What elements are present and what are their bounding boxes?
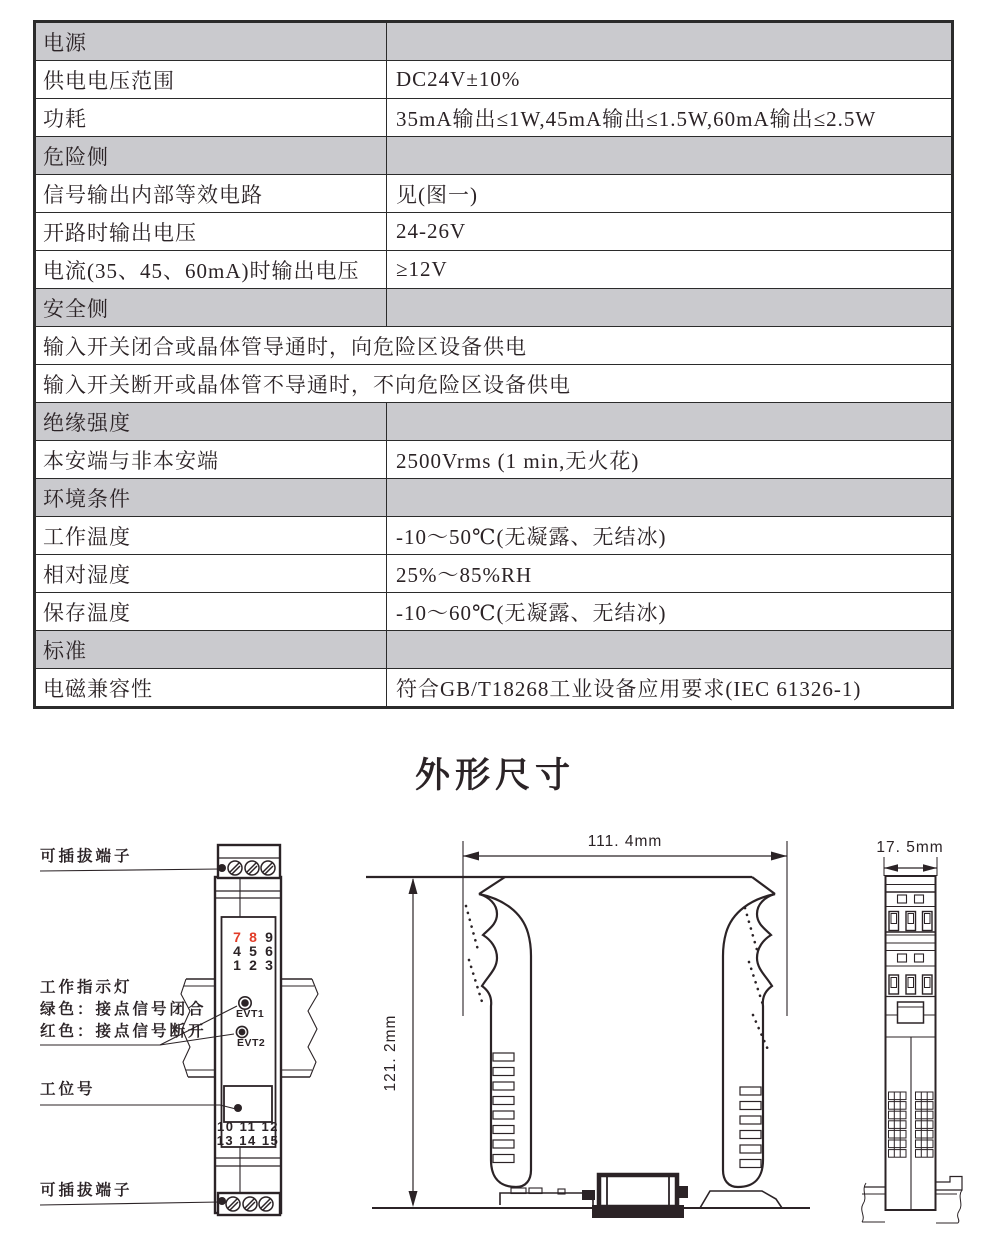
mounting-latch bbox=[500, 1188, 593, 1205]
table-row bbox=[35, 137, 953, 175]
left-terminal-profile bbox=[479, 894, 531, 1187]
table-row bbox=[35, 593, 953, 631]
terminal-number: 9 bbox=[265, 929, 273, 945]
front-view bbox=[40, 845, 318, 1215]
table-row bbox=[35, 479, 953, 517]
arrowhead-down-icon bbox=[409, 1191, 418, 1207]
din-rail-section-left bbox=[862, 1183, 885, 1222]
spec-value: 见(图一) bbox=[387, 175, 953, 213]
spec-value: 2500Vrms (1 min,无火花) bbox=[387, 441, 953, 479]
terminal-number: 6 bbox=[265, 943, 273, 959]
led-label: EVT2 bbox=[237, 1037, 266, 1049]
label-pluggable-terminal-bottom: 可插拔端子 bbox=[40, 1182, 133, 1199]
dimension-width bbox=[463, 833, 787, 1016]
dimension-width-label: 111. 4mm bbox=[587, 833, 663, 850]
spec-note: 输入开关断开或晶体管不导通时，不向危险区设备供电 bbox=[35, 365, 953, 403]
table-row bbox=[35, 441, 953, 479]
terminal-number: 7 bbox=[233, 929, 241, 945]
terminal-number: 2 bbox=[249, 957, 257, 973]
section-header: 环境条件 bbox=[35, 479, 387, 517]
terminal-number: 4 bbox=[233, 943, 241, 959]
terminal-numbers-top bbox=[233, 929, 273, 973]
leader-dot bbox=[234, 1104, 242, 1112]
label-pluggable-terminal-top: 可插拔端子 bbox=[40, 848, 133, 865]
spec-value: -10～50℃(无凝露、无结冰) bbox=[387, 517, 953, 555]
terminal-number-row: 10 11 12 bbox=[217, 1119, 279, 1134]
spec-label: 保存温度 bbox=[35, 593, 387, 631]
spec-value: 24-26V bbox=[387, 213, 953, 251]
table-row bbox=[35, 61, 953, 99]
spec-table bbox=[33, 20, 954, 709]
table-row bbox=[35, 517, 953, 555]
left-inner-wall bbox=[479, 894, 531, 1170]
spec-label: 工作温度 bbox=[35, 517, 387, 555]
table-row bbox=[35, 22, 953, 61]
table-row bbox=[35, 555, 953, 593]
terminal-number: 1 bbox=[233, 957, 241, 973]
dimension-height bbox=[382, 878, 418, 1207]
terminal-number: 5 bbox=[249, 943, 257, 959]
table-row bbox=[35, 213, 953, 251]
table-row bbox=[35, 669, 953, 708]
right-inner-wall bbox=[723, 894, 775, 1170]
table-row bbox=[35, 327, 953, 365]
spec-value: DC24V±10% bbox=[387, 61, 953, 99]
table-row bbox=[35, 403, 953, 441]
label-indicator-title: 工作指示灯 bbox=[40, 979, 133, 996]
terminal-block-bottom bbox=[218, 1193, 280, 1215]
leader-dot bbox=[218, 864, 226, 872]
spec-label: 电磁兼容性 bbox=[35, 669, 387, 708]
din-clip bbox=[582, 1175, 688, 1218]
dimension-depth bbox=[876, 839, 943, 876]
table-row bbox=[35, 175, 953, 213]
spec-value: 35mA输出≤1W,45mA输出≤1.5W,60mA输出≤2.5W bbox=[387, 99, 953, 137]
leader-dot bbox=[218, 1197, 226, 1205]
section-title: 外形尺寸 bbox=[414, 756, 575, 795]
section-header: 绝缘强度 bbox=[35, 403, 387, 441]
label-indicator-green: 绿色：接点信号闭合 bbox=[40, 1001, 207, 1018]
outline-drawing bbox=[0, 795, 990, 1257]
section-header: 安全侧 bbox=[35, 289, 387, 327]
table-row bbox=[35, 289, 953, 327]
tag-holder bbox=[898, 1002, 924, 1023]
dimension-depth-label: 17. 5mm bbox=[876, 839, 944, 856]
spec-value: 25%～85%RH bbox=[387, 555, 953, 593]
table-row bbox=[35, 365, 953, 403]
vent-slots-left bbox=[493, 1053, 514, 1163]
spec-value: ≥12V bbox=[387, 251, 953, 289]
table-row bbox=[35, 251, 953, 289]
side-view bbox=[366, 833, 810, 1218]
spec-label: 开路时输出电压 bbox=[35, 213, 387, 251]
spec-value: 符合GB/T18268工业设备应用要求(IEC 61326-1) bbox=[387, 669, 953, 708]
terminal-number-row: 13 14 15 bbox=[216, 1133, 280, 1148]
right-foot bbox=[700, 1191, 782, 1208]
arrowhead-left-icon bbox=[884, 864, 898, 872]
spec-label: 信号输出内部等效电路 bbox=[35, 175, 387, 213]
right-terminal-profile bbox=[723, 894, 775, 1187]
arrowhead-right-icon bbox=[771, 852, 787, 861]
din-rail-right-segment bbox=[281, 979, 318, 1077]
label-station-number: 工位号 bbox=[40, 1081, 96, 1098]
spec-label: 供电电压范围 bbox=[35, 61, 387, 99]
station-tag-box bbox=[224, 1086, 272, 1122]
spec-label: 本安端与非本安端 bbox=[35, 441, 387, 479]
led-label: EVT1 bbox=[236, 1008, 265, 1020]
label-indicator-red: 红色：接点信号断开 bbox=[40, 1023, 207, 1040]
callout-labels bbox=[40, 846, 237, 1205]
din-rail-section-right bbox=[936, 1177, 962, 1224]
spec-value: -10～60℃(无凝露、无结冰) bbox=[387, 593, 953, 631]
table-row bbox=[35, 631, 953, 669]
arrowhead-right-icon bbox=[923, 864, 937, 872]
arrowhead-up-icon bbox=[409, 878, 418, 894]
terminal-numbers-bottom bbox=[217, 1119, 280, 1148]
terminal-block-top bbox=[218, 845, 280, 878]
arrowhead-left-icon bbox=[463, 852, 479, 861]
spec-note: 输入开关闭合或晶体管导通时，向危险区设备供电 bbox=[35, 327, 953, 365]
terminal-number: 8 bbox=[249, 929, 257, 945]
section-header: 标准 bbox=[35, 631, 387, 669]
section-header: 电源 bbox=[35, 22, 387, 61]
vent-slots-right bbox=[740, 1087, 761, 1168]
end-view bbox=[862, 839, 962, 1223]
spec-label: 功耗 bbox=[35, 99, 387, 137]
table-row bbox=[35, 99, 953, 137]
dimension-height-label: 121. 2mm bbox=[382, 1014, 399, 1092]
section-header: 危险侧 bbox=[35, 137, 387, 175]
terminal-number: 3 bbox=[265, 957, 273, 973]
spec-label: 相对湿度 bbox=[35, 555, 387, 593]
spec-label: 电流(35、45、60mA)时输出电压 bbox=[35, 251, 387, 289]
